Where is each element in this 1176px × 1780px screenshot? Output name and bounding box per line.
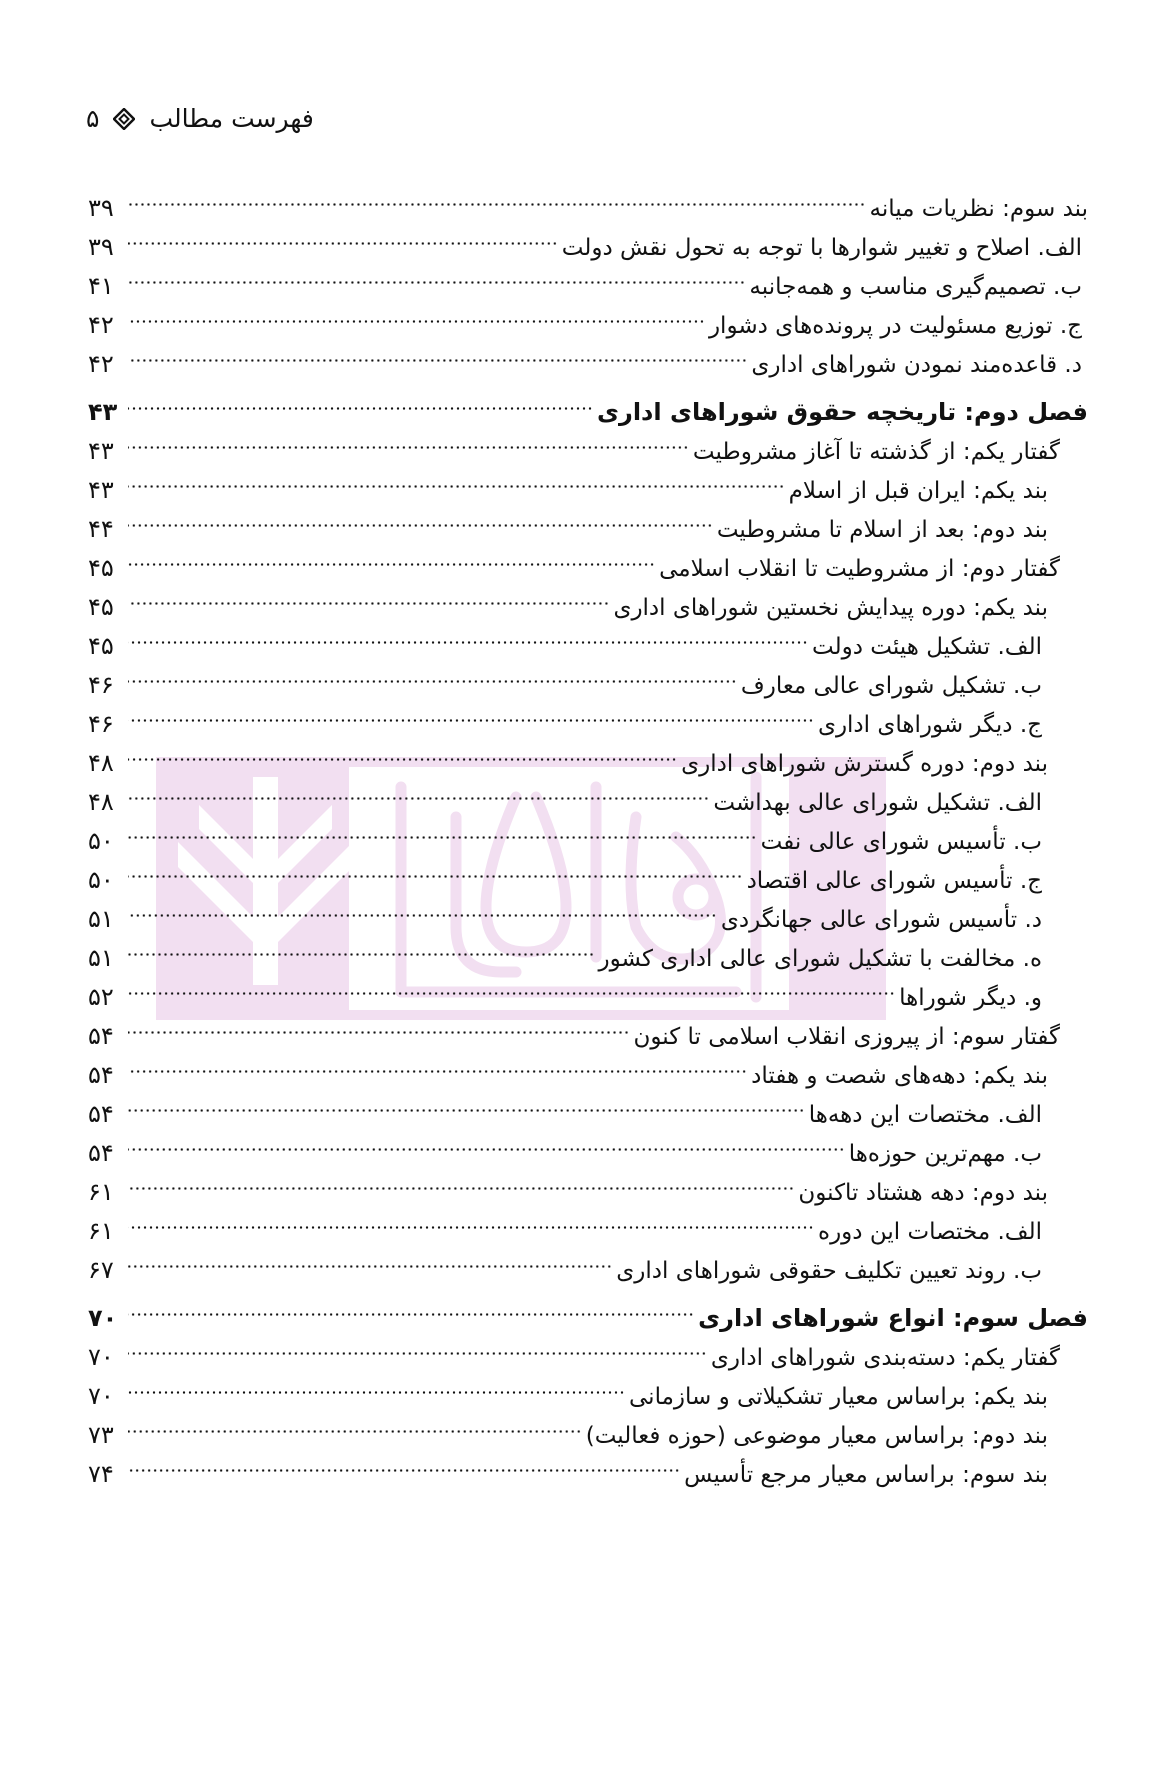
toc-entry[interactable] [88,615,1088,660]
toc-entry[interactable] [88,1404,1088,1449]
dot-leader [128,1239,612,1278]
dot-leader [128,1044,747,1083]
dot-leader [128,177,865,216]
toc-entry-title: ب. تأسیس شورای عالی نفت [760,829,1042,855]
dot-leader [128,1005,630,1044]
toc-entry-page: ۵۰ [88,866,114,894]
dot-leader [128,1161,794,1200]
toc-entry-page: ۵۴ [88,1100,114,1128]
toc-entry-page: ۵۱ [88,944,114,972]
dot-leader [128,420,689,459]
dot-leader [128,576,609,615]
running-header [86,104,314,133]
toc-entry-title: و. دیگر شوراها [899,985,1042,1011]
header-title: فهرست مطالب [149,104,314,133]
toc-entry[interactable] [88,498,1088,543]
toc-entry[interactable] [88,771,1088,816]
toc-entry-page: ۶۱ [88,1178,114,1206]
toc-entry-title: فصل دوم: تاریخچه حقوق شوراهای اداری [597,398,1088,426]
toc-entry-title: د. قاعده‌مند نمودن شوراهای اداری [751,352,1082,378]
toc-entry-page: ۴۸ [88,749,114,777]
toc-entry[interactable] [88,1083,1088,1128]
dot-leader [128,1284,694,1326]
dot-leader [128,849,743,888]
toc-entry[interactable] [88,255,1088,300]
toc-entry-title: گفتار یکم: دسته‌بندی شوراهای اداری [710,1345,1060,1371]
toc-entry-title: بند یکم: دهه‌های شصت و هفتاد [751,1063,1048,1089]
toc-entry[interactable] [88,693,1088,738]
dot-leader [128,1326,707,1365]
toc-entry-title: بند سوم: نظریات میانه [869,196,1088,222]
toc-entry-title: ب. تشکیل شورای عالی معارف [740,673,1042,699]
dot-leader [128,888,717,927]
toc-entry-page: ۳۹ [88,194,114,222]
toc-entry-page: ۶۷ [88,1256,114,1284]
toc-entry-title: بند یکم: دوره پیدایش نخستین شوراهای اداری [613,595,1048,621]
dot-leader [128,732,677,771]
toc-entry[interactable] [88,576,1088,621]
toc-entry[interactable] [88,732,1088,777]
header-page-number: ۵ [86,104,100,133]
dot-leader [128,1122,845,1161]
toc-entry-title: الف. اصلاح و تغییر شوارها با توجه به تحول نقش دولت [561,235,1082,261]
toc-entry[interactable] [88,294,1088,339]
toc-entry[interactable] [88,1239,1088,1284]
toc-entry-page: ۴۶ [88,671,114,699]
toc-entry-page: ۷۴ [88,1460,114,1488]
toc-entry-page: ۴۳ [88,437,114,465]
toc-entry-title: ج. دیگر شوراهای اداری [817,712,1042,738]
toc-entry-page: ۶۱ [88,1217,114,1245]
toc-entry-page: ۴۵ [88,632,114,660]
toc-entry[interactable] [88,1122,1088,1167]
toc-entry[interactable] [88,849,1088,894]
toc-entry-title: د. تأسیس شورای عالی جهانگردی [720,907,1042,933]
toc-entry-title: ه. مخالفت با تشکیل شورای عالی اداری کشور [598,946,1042,972]
toc-entry-title: ج. تأسیس شورای عالی اقتصاد [746,868,1042,894]
dot-leader [128,1443,680,1482]
toc-chapter-entry[interactable] [88,378,1088,426]
toc-entry-page: ۴۵ [88,554,114,582]
toc-entry[interactable] [88,1365,1088,1410]
toc-entry-page: ۴۳ [88,398,118,426]
toc-entry[interactable] [88,927,1088,972]
diamond-icon [113,108,135,130]
toc-entry[interactable] [88,1005,1088,1050]
toc-entry-page: ۴۸ [88,788,114,816]
toc-entry[interactable] [88,216,1088,261]
toc-entry-page: ۴۵ [88,593,114,621]
table-of-contents [88,177,1088,1488]
toc-entry-title: گفتار یکم: از گذشته تا آغاز مشروطیت [692,439,1060,465]
toc-entry[interactable] [88,654,1088,699]
dot-leader [128,498,713,537]
toc-entry-title: الف. مختصات این دوره [818,1219,1042,1245]
toc-entry[interactable] [88,1200,1088,1245]
dot-leader [128,1365,625,1404]
dot-leader [128,693,814,732]
toc-entry-title: الف. تشکیل هیئت دولت [812,634,1042,660]
toc-entry[interactable] [88,1326,1088,1371]
dot-leader [128,615,808,654]
toc-entry-page: ۴۴ [88,515,114,543]
toc-entry-page: ۴۲ [88,350,114,378]
toc-entry-title: گفتار دوم: از مشروطیت تا انقلاب اسلامی [659,556,1060,582]
dot-leader [128,333,747,372]
toc-entry-page: ۵۴ [88,1139,114,1167]
toc-entry-title: بند دوم: دوره گسترش شوراهای اداری [681,751,1048,777]
toc-entry-title: بند یکم: براساس معیار تشکیلاتی و سازمانی [629,1384,1048,1410]
dot-leader [128,771,709,810]
dot-leader [128,927,595,966]
toc-entry-page: ۷۳ [88,1421,114,1449]
toc-entry-page: ۴۲ [88,311,114,339]
toc-entry[interactable] [88,420,1088,465]
dot-leader [128,966,895,1005]
toc-entry-page: ۵۰ [88,827,114,855]
toc-entry-title: ج. توزیع مسئولیت در پرونده‌های دشوار [708,313,1082,339]
toc-entry-title: فصل سوم: انواع شوراهای اداری [698,1304,1088,1332]
toc-entry-page: ۳۹ [88,233,114,261]
toc-entry-page: ۵۲ [88,983,114,1011]
toc-entry-page: ۷۰ [88,1343,114,1371]
toc-chapter-entry[interactable] [88,1284,1088,1332]
toc-entry[interactable] [88,966,1088,1011]
toc-entry-title: ب. روند تعیین تکلیف حقوقی شوراهای اداری [616,1258,1042,1284]
dot-leader [128,255,745,294]
dot-leader [128,537,655,576]
toc-entry-title: بند یکم: ایران قبل از اسلام [788,478,1048,504]
toc-entry-title: بند دوم: دهه هشتاد تاکنون [798,1180,1048,1206]
toc-entry-title: بند سوم: براساس معیار مرجع تأسیس [684,1462,1048,1488]
toc-entry[interactable] [88,1044,1088,1089]
toc-entry[interactable] [88,1443,1088,1488]
dot-leader [128,1083,805,1122]
toc-entry-title: ب. تصمیم‌گیری مناسب و همه‌جانبه [749,274,1082,300]
toc-entry[interactable] [88,333,1088,378]
toc-entry-title: بند دوم: بعد از اسلام تا مشروطیت [716,517,1048,543]
toc-entry-title: بند دوم: براساس معیار موضوعی (حوزه فعالیت) [585,1423,1048,1449]
dot-leader [128,1200,814,1239]
dot-leader [128,1404,582,1443]
toc-entry-page: ۷۰ [88,1382,114,1410]
dot-leader [128,654,737,693]
dot-leader [128,810,757,849]
toc-entry[interactable] [88,177,1088,222]
toc-entry-page: ۵۴ [88,1061,114,1089]
dot-leader [128,378,593,420]
toc-entry[interactable] [88,537,1088,582]
toc-entry-title: گفتار سوم: از پیروزی انقلاب اسلامی تا کنون [633,1024,1060,1050]
toc-entry-page: ۴۱ [88,272,114,300]
toc-entry-page: ۵۴ [88,1022,114,1050]
toc-entry-title: ب. مهم‌ترین حوزه‌ها [848,1141,1042,1167]
dot-leader [128,216,558,255]
toc-entry-title: الف. مختصات این دهه‌ها [808,1102,1042,1128]
toc-entry[interactable] [88,888,1088,933]
toc-entry-page: ۴۳ [88,476,114,504]
toc-entry-page: ۵۱ [88,905,114,933]
dot-leader [128,459,785,498]
toc-entry-page: ۴۶ [88,710,114,738]
toc-entry[interactable] [88,459,1088,504]
toc-entry-title: الف. تشکیل شورای عالی بهداشت [713,790,1042,816]
dot-leader [128,294,705,333]
toc-entry[interactable] [88,1161,1088,1206]
toc-entry[interactable] [88,810,1088,855]
toc-entry-page: ۷۰ [88,1304,118,1332]
